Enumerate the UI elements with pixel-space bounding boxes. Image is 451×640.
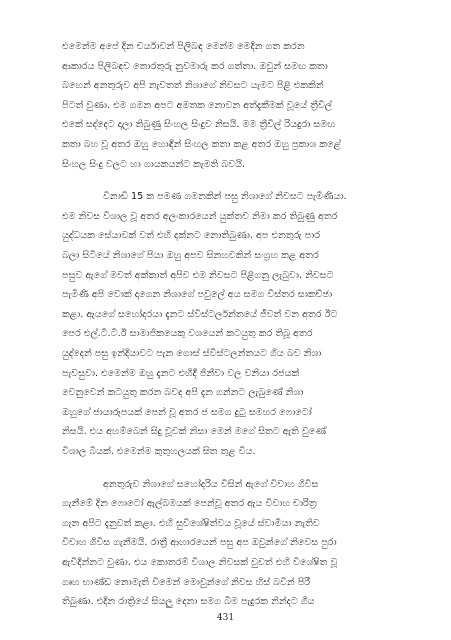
text-line: නිසයි. එය අහම්බෙන් සිදු වූවක් නිසා මෙන් මගේ සිතට ඇති වුණේ	[62, 426, 327, 437]
text-line: යුද්දෙන් පසු ඉන්දියාවට පැන ගොස් ස්විස්ටලන්තයට ගිය බව නිශා	[62, 348, 322, 359]
text-line: යුද්ධයක සේයාවක් වත් එහි දක්නට නොතිබුණා. අප එනතුරු පාර	[62, 230, 321, 241]
paragraph-first-line: විනාඩි 15 ක පමණ ගමනකින් පසු නිශාගේ නිවසට පැමිණියා.	[103, 191, 347, 202]
text-line: පැවසුවා. එමෙන්ම ඔහු දැනට එහිදී ජිනීවා වල වනියා රජයක්	[62, 368, 300, 379]
text-line: පිටත් වුණා. එම ගමන අපට අමතක නොවන අත්දැකීමක් වූයේ ත්‍රීවිල්	[62, 100, 333, 111]
page-number: 431	[216, 613, 235, 623]
text-line: පෙර එල්.ටී.ටී.ඊ සාමාජිකයෙකු වශයෙන් කටයුතු කර තිබූ අතර	[62, 328, 313, 339]
text-line: ගැනීමේ දින ෆොටෝ ඇල්බමයක් පෙන්වූ අතර ඇය විවාහ චාරිත්‍ර	[62, 498, 317, 509]
text-line: එකේ සද්දෙට දාලා තිබුණු සිංහල සිංදුව නිසයි. මම ත්‍රීවිල් රියදුරා සමඟ	[62, 119, 336, 130]
text-line: ගැන අපිට දැනුවත් කළා. එහි සුවිශේෂිත්වය වූයේ ස්වාමියා නැතිව	[62, 518, 320, 529]
paragraph-first-line: අනතුරුව නිශාගේ සහෝදරිය විසින් ඇගේ විවාහ ගිවිස	[103, 479, 319, 490]
text-line: වෙනුවෙන් කටයුතු කරන බවද අපි දැන ගන්නට ලැබුණේ නිශා	[62, 387, 304, 398]
text-line: කතා බහ වූ අතර ඔහු හොඳින් සිංහල කතා කළ අතර ඔහු ප්‍රකාශ කළේ	[62, 139, 341, 150]
text-line: කළා. ඇයගේ සහෝදරයා දැනට ස්විස්ටර්ලන්තයේ ජීවත් වන අතර ඊට	[62, 309, 338, 320]
text-line: ඔහුගේ ජායාරූපයක් පෙන් වූ අතර ජ සමග දුටු සමහර ෆොටෝ	[62, 407, 312, 418]
text-line: බලා සිටියේ නිශාගේ පියා ඔහු අපව සිනහවකින් සංග්‍රහ කළ අතර	[62, 250, 319, 261]
text-line: බහෙන් අනතුරුව අපි නැවතත් නිශාගේ නිවසට යැමට පිළි එකකින්	[62, 80, 324, 91]
text-line: පසුව ඇගේ මවත් අක්කාත් අපිව එම නිවසට පිළිගනු ලැබුවා. නිවසට	[62, 270, 334, 281]
text-line: එමෙන්ම අපේ දින චර්යාවන් පිලිබඳ මෙන්ම මෙදින ගත කරන	[62, 41, 305, 52]
text-line: ඇවිදින්නට වුණා. එය කොතරම් විශාල නිවසක් වුවත් එහි විශේෂිත වූ	[62, 557, 338, 568]
text-line: විශාල බියක්. එමෙන්ම කුතුහලයක් සිත තුළ විය.	[62, 446, 256, 457]
text-line: පැමිණි අපි වොක් දාගෙන නිශාගේ පවුලේ අය සමග විස්තර සාකච්ඡා	[62, 289, 333, 300]
text-line: තිබුණා. එදින රාත්‍රියේ සියලු දෙනා සමග බිම පැදුරක නින්දට ගිය	[62, 596, 315, 607]
text-line: ආකාරය පිලිබඳව තොරතුරු නුවමාරු කර ගත්තා. ඔවුන් සමඟ කතා	[62, 61, 328, 72]
text-line: ගෘහ භාණ්ඩ නොමැති වීමෙන් මොවුන්ගේ නිවස හිස් බවින් පිරී	[62, 577, 311, 588]
text-line: එම නිවස විශාල වූ අතර අලංකාරයෙන් යුක්තව නිමා කර තිබුණු අතර	[62, 211, 338, 222]
text-line: විවාහ ගිවිස ගැනීමයි. රාත්‍රී ආහාරයෙන් පසු අප ඔවුන්ගේ නිවෙස පුරා	[62, 537, 337, 548]
text-line: සිංහල සිංදු වලට හා ගායකයන්ට කැමති බවයි.	[62, 159, 246, 170]
